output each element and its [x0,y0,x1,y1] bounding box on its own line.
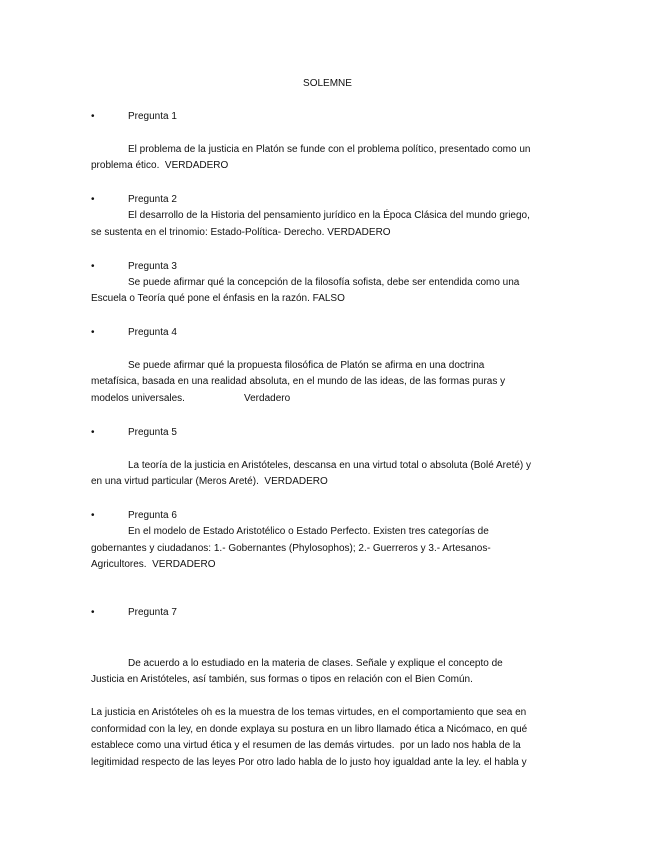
question-text-line: problema ético. VERDADERO [91,160,229,171]
question-text-line: Se puede afirmar qué la propuesta filosófica de Platón se afirma en una doctrina [128,360,485,371]
question-answer: Verdadero [244,393,291,404]
question-text-line: El problema de la justicia en Platón se funde con el problema político, presentado como un [128,144,531,155]
question-text-line: Escuela o Teoría qué pone el énfasis en la razón. FALSO [91,293,345,304]
bullet: • [91,327,95,338]
bullet: • [91,111,95,122]
question-text-line: Agricultores. VERDADERO [91,559,216,570]
question-text-line: en una virtud particular (Meros Areté). VERDADERO [91,476,328,487]
question-label-7: Pregunta 7 [128,607,177,618]
answer-line: legitimidad respecto de las leyes Por otro lado habla de lo justo hoy igualdad ante la ley. el habla y [91,757,527,768]
question-label-3: Pregunta 3 [128,261,177,272]
question-text-line: metafísica, basada en una realidad absoluta, en el mundo de las ideas, de las formas puras y [91,376,506,387]
answer-line: conformidad con la ley, en donde explaya su postura en un libro llamado ética a Nicómaco, en qué [91,724,528,735]
question-text-line: El desarrollo de la Historia del pensamiento jurídico en la Época Clásica del mundo griego, [128,210,530,221]
document-title: SOLEMNE [303,78,352,89]
question-label-4: Pregunta 4 [128,327,177,338]
question-text-line: modelos universales. [91,393,185,404]
answer-line: establece como una virtud ética y el resumen de las demás virtudes. por un lado nos habla de la [91,740,521,751]
bullet: • [91,261,95,272]
question-label-1: Pregunta 1 [128,111,177,122]
question-text-line: gobernantes y ciudadanos: 1.- Gobernantes (Phylosophos); 2.- Guerreros y 3.- Artesanos- [91,543,491,554]
question-text-line: Justicia en Aristóteles, así también, sus formas o tipos en relación con el Bien Común. [91,674,473,685]
question-label-2: Pregunta 2 [128,194,177,205]
question-label-5: Pregunta 5 [128,427,177,438]
question-label-6: Pregunta 6 [128,510,177,521]
bullet: • [91,510,95,521]
question-text-line: De acuerdo a lo estudiado en la materia de clases. Señale y explique el concepto de [128,658,503,669]
question-text-line: se sustenta en el trinomio: Estado-Política- Derecho. VERDADERO [91,227,391,238]
bullet: • [91,607,95,618]
question-text-line: En el modelo de Estado Aristotélico o Estado Perfecto. Existen tres categorías de [128,526,489,537]
answer-line: La justicia en Aristóteles oh es la muestra de los temas virtudes, en el comportamiento que sea en [91,707,527,718]
bullet: • [91,194,95,205]
bullet: • [91,427,95,438]
question-text-line: La teoría de la justicia en Aristóteles, descansa en una virtud total o absoluta (Bolé Areté) y [128,460,532,471]
question-text-line: Se puede afirmar qué la concepción de la filosofía sofista, debe ser entendida como una [128,277,520,288]
